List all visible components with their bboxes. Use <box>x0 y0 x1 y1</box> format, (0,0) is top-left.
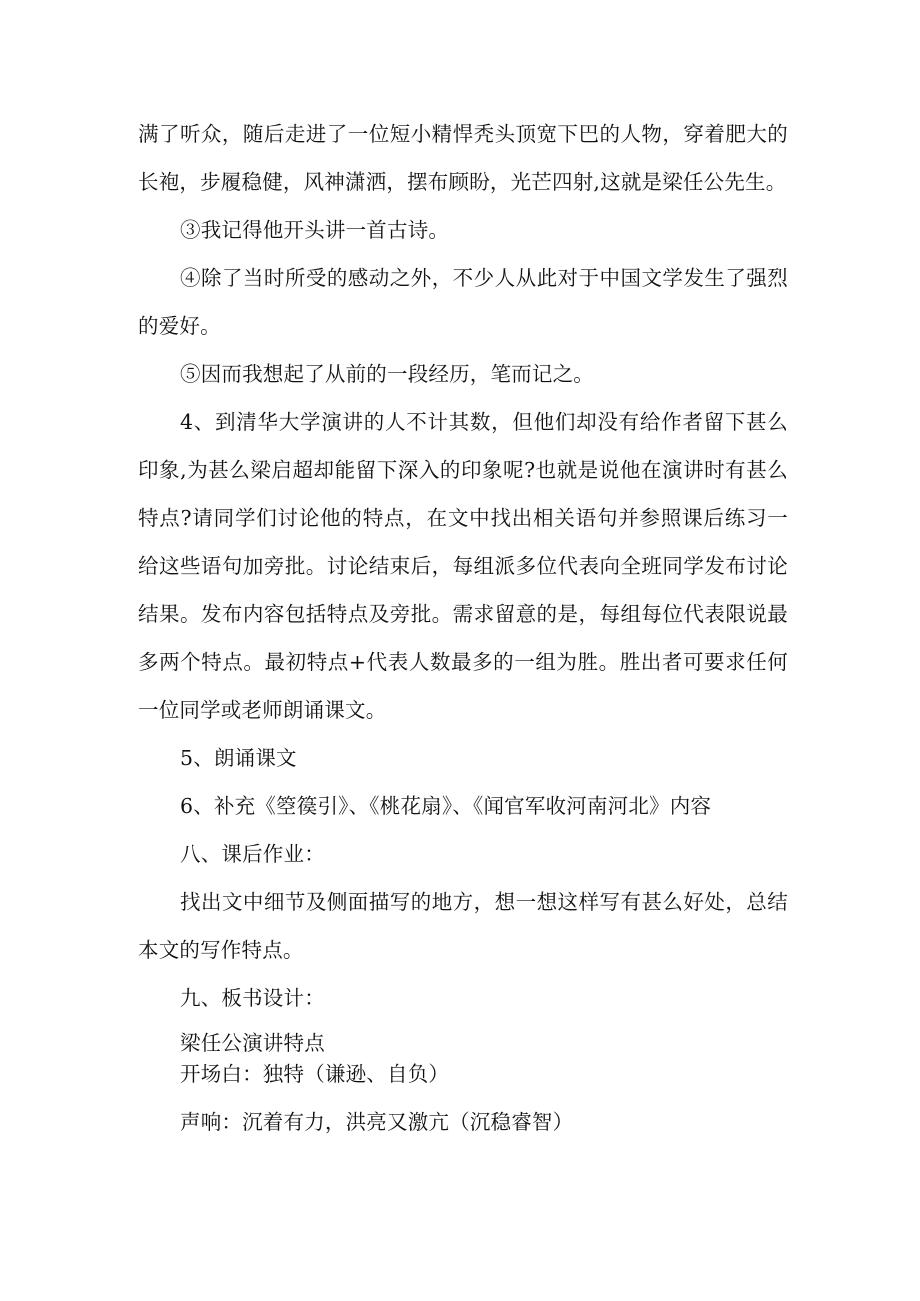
board-line-opening: 开场白：独特（谦逊、自负） <box>180 1062 450 1086</box>
board-title: 梁任公演讲特点 <box>180 1031 325 1055</box>
document-body <box>138 110 788 1138</box>
board-line-voice: 声响：沉着有力，洪亮又激亢（沉稳睿智） <box>180 1110 574 1134</box>
paragraph-step-6: 6、补充《箜篌引》、《桃花扇》、《闻官军收河南河北》内容 <box>180 794 712 818</box>
board-design <box>180 1028 788 1138</box>
paragraph-step-4: 4、到清华大学演讲的人不计其数，但他们却没有给作者留下甚么印象,为甚么梁启超却能留下深入的印象呢?也就是说他在演讲时有甚么特点?请同学们讨论他的特点，在文中找出相关语句并参照课后练习一给这些语句加旁批。讨论结束后，每组派多位代表向全班同学发布讨论结果。发布内容包括特点及旁批。需求留意的是，每组每位代表限说最多两个特点。最初特点+代表人数最多的一组为胜。胜出者可要求任何一位同学或老师朗诵课文。 <box>138 410 788 722</box>
paragraph-item-4: ④除了当时所受的感动之外，不少人从此对于中国文学发生了强烈的爱好。 <box>138 266 788 338</box>
section-heading-homework: 八、课后作业： <box>180 842 325 866</box>
section-heading-board-design: 九、板书设计： <box>180 986 325 1010</box>
paragraph-continuation: 满了听众，随后走进了一位短小精悍秃头顶宽下巴的人物，穿着肥大的长袍，步履稳健，风神潇洒，摆布顾盼，光芒四射,这就是梁任公先生。 <box>138 122 788 194</box>
paragraph-homework: 找出文中细节及侧面描写的地方，想一想这样写有甚么好处，总结本文的写作特点。 <box>138 890 788 962</box>
paragraph-item-5: ⑤因而我想起了从前的一段经历，笔而记之。 <box>180 362 594 386</box>
paragraph-item-3: ③我记得他开头讲一首古诗。 <box>180 218 450 242</box>
paragraph-step-5: 5、朗诵课文 <box>180 746 297 770</box>
